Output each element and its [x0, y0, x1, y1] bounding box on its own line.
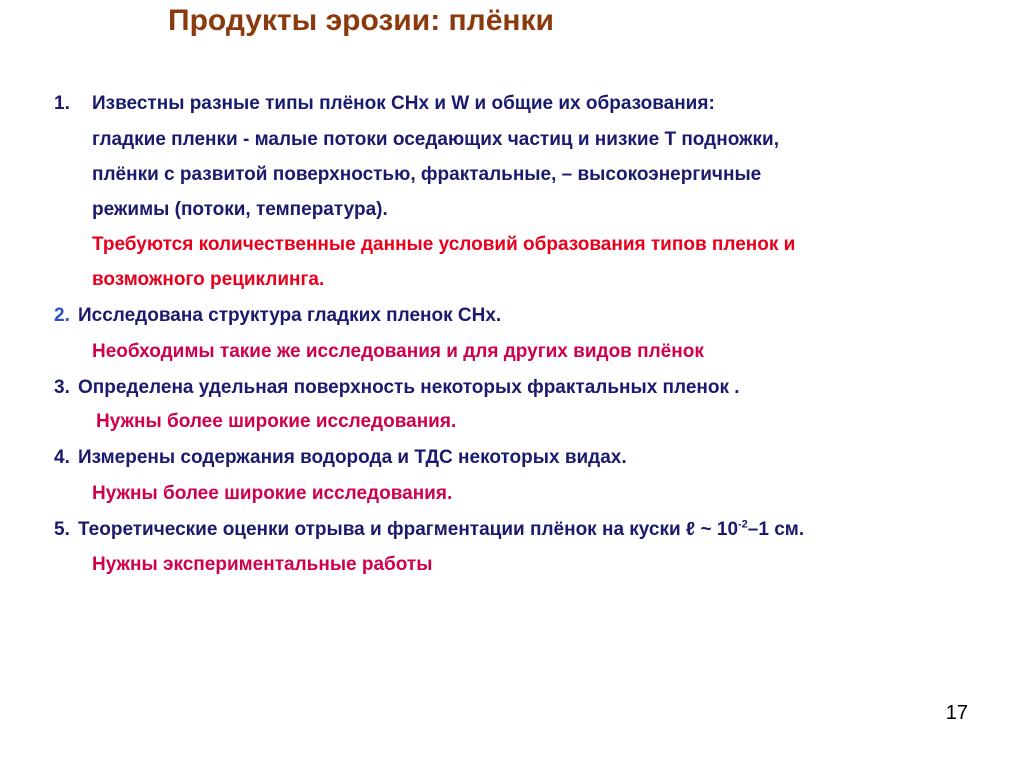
item-2-number: 2. [54, 305, 70, 326]
item-4-note: Нужны более широкие исследования. [92, 483, 453, 504]
item-5-note: Нужны экспериментальные работы [92, 554, 433, 575]
item-1-line-1: Известны разные типы плёнок CHx и W и общие их образования: [92, 93, 715, 114]
item-5-text-tail: –1 см. [747, 519, 805, 540]
item-1-number: 1. [54, 93, 70, 114]
slide-title: Продукты эрозии: плёнки [168, 4, 554, 37]
item-4-text: Измерены содержания водорода и ТДС некоторых видах. [78, 447, 627, 468]
page-number: 17 [945, 702, 968, 724]
item-3-text: Определена удельная поверхность некоторых фрактальных пленок . [78, 377, 740, 398]
item-1-line-4: режимы (потоки, температура). [92, 199, 388, 220]
item-1-note-line-2: возможного рециклинга. [92, 269, 325, 290]
item-1-line-2: гладкие пленки - малые потоки оседающих частиц и низкие Т подножки, [92, 129, 779, 150]
item-3-number: 3. [54, 377, 70, 398]
item-2-note: Необходимы такие же исследования и для других видов плёнок [92, 341, 704, 362]
item-4-number: 4. [54, 447, 70, 468]
item-5-exponent: -2 [738, 518, 748, 531]
item-1-note-line-1: Требуются количественные данные условий образования типов пленок и [92, 234, 796, 255]
item-1-line-3: плёнки с развитой поверхностью, фрактальные, – высокоэнергичные [92, 164, 762, 185]
item-3-note: Нужны более широкие исследования. [96, 411, 457, 432]
item-2-text: Исследована структура гладких пленок CHx. [78, 305, 502, 326]
item-5-number: 5. [54, 519, 70, 540]
item-5-text-main: Теоретические оценки отрыва и фрагментации плёнок на куски ℓ ~ 10 [78, 519, 739, 540]
item-5-text [78, 518, 804, 542]
